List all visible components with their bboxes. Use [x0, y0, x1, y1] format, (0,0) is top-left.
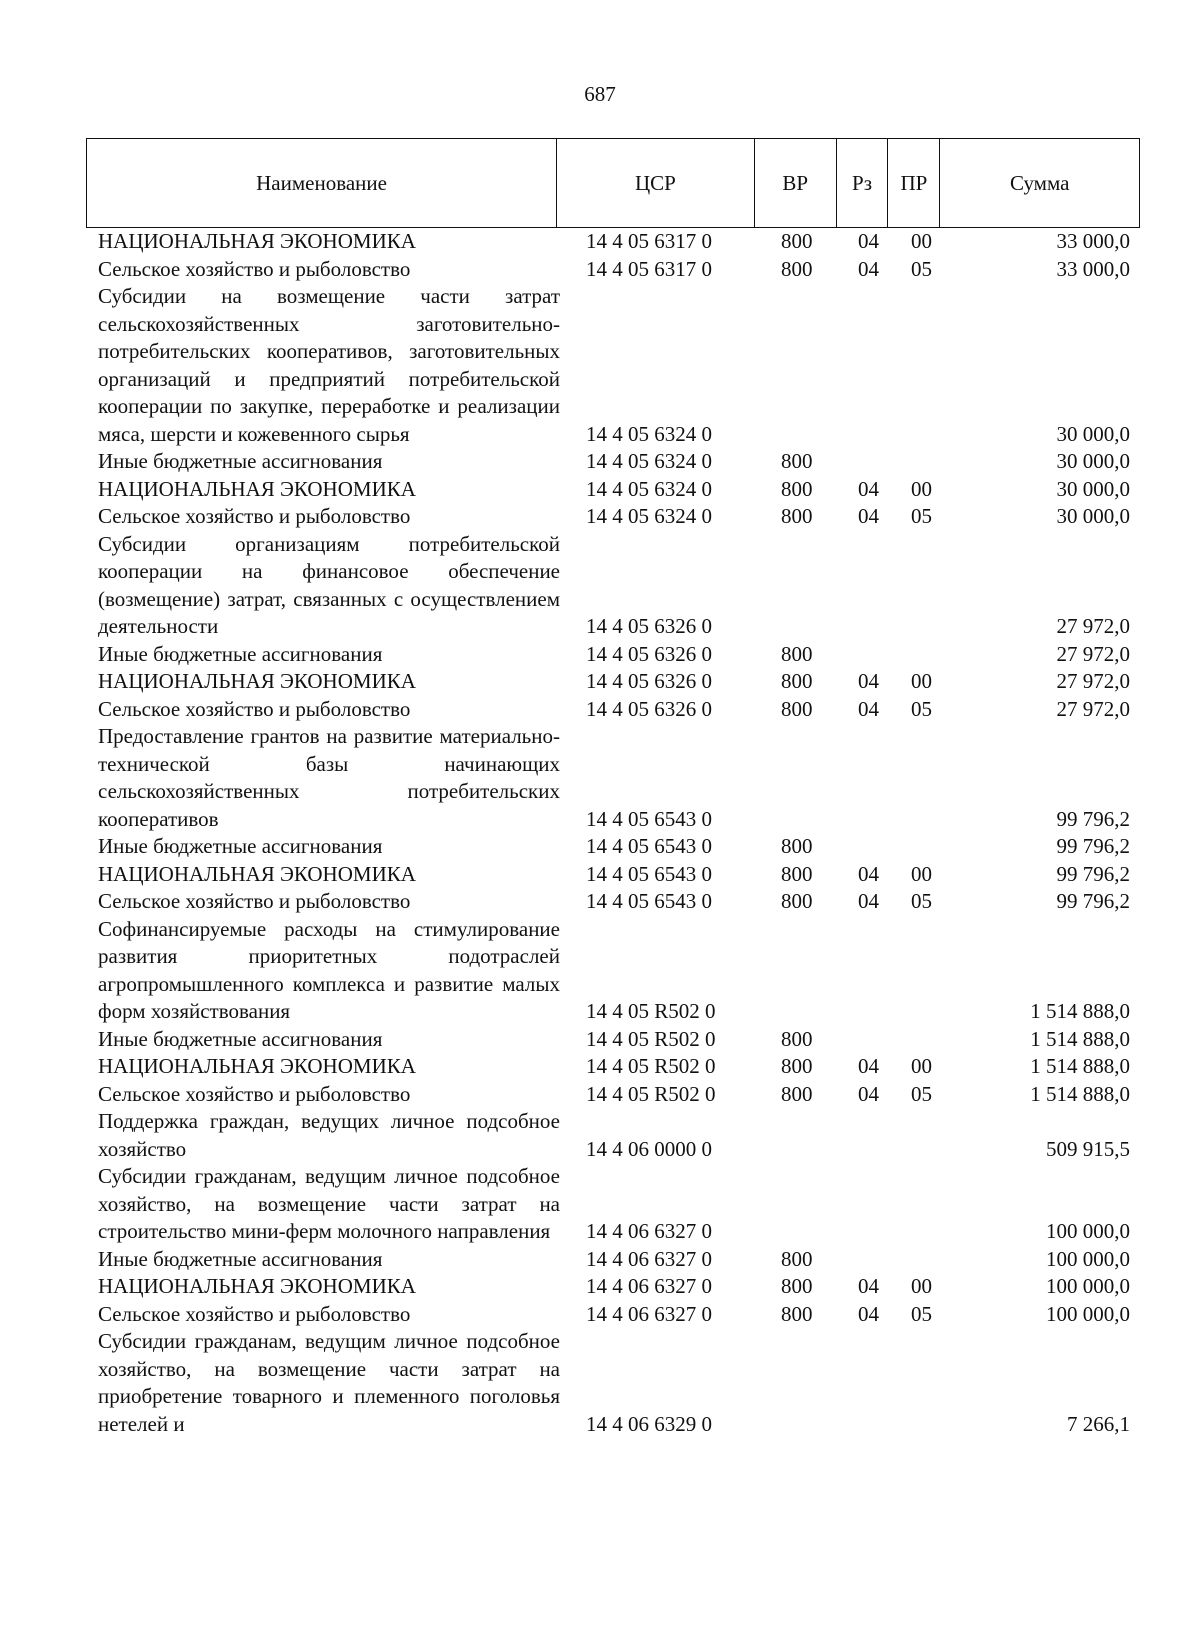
row-pr: 05 — [911, 504, 932, 528]
row-sum: 99 796,2 — [1056, 889, 1130, 913]
row-rz: 04 — [858, 696, 879, 721]
table-row — [86, 503, 1140, 531]
row-csr: 14 4 05 6317 0 — [586, 256, 712, 281]
table-row — [86, 1053, 1140, 1081]
row-vr: 800 — [781, 696, 813, 721]
table-row — [86, 723, 1140, 833]
header-rz: Рз — [837, 139, 889, 227]
row-name: Сельское хозяйство и рыболовство — [98, 1301, 411, 1326]
row-name: Иные бюджетные ассигнования — [98, 1026, 383, 1051]
table-row — [86, 1081, 1140, 1109]
row-csr: 14 4 06 0000 0 — [586, 1136, 712, 1161]
row-csr: 14 4 05 6324 0 — [586, 449, 712, 473]
table-row — [86, 833, 1140, 861]
row-sum: 1 514 888,0 — [1030, 1054, 1130, 1078]
row-name: НАЦИОНАЛЬНАЯ ЭКОНОМИКА — [98, 861, 416, 886]
row-csr: 14 4 05 6324 0 — [586, 421, 712, 446]
row-vr: 800 — [781, 256, 813, 281]
row-sum: 27 972,0 — [1056, 641, 1130, 666]
row-name: Иные бюджетные ассигнования — [98, 1246, 383, 1271]
row-name: НАЦИОНАЛЬНАЯ ЭКОНОМИКА — [98, 476, 416, 501]
row-name: Сельское хозяйство и рыболовство — [98, 504, 411, 528]
table-row — [86, 228, 1140, 256]
row-csr: 14 4 06 6327 0 — [586, 1274, 712, 1298]
table-row — [86, 1163, 1140, 1246]
row-name: НАЦИОНАЛЬНАЯ ЭКОНОМИКА — [98, 669, 416, 693]
row-pr: 00 — [911, 669, 932, 693]
row-name: НАЦИОНАЛЬНАЯ ЭКОНОМИКА — [98, 229, 416, 253]
row-vr: 800 — [781, 1081, 813, 1106]
row-sum: 27 972,0 — [1056, 696, 1130, 721]
table-row — [86, 916, 1140, 1026]
row-name: Сельское хозяйство и рыболовство — [98, 696, 411, 721]
row-csr: 14 4 05 R502 0 — [586, 1026, 716, 1051]
row-csr: 14 4 05 R502 0 — [586, 1054, 716, 1078]
row-rz: 04 — [858, 256, 879, 281]
row-vr: 800 — [781, 1246, 813, 1271]
row-vr: 800 — [781, 229, 813, 253]
row-sum: 30 000,0 — [1056, 504, 1130, 528]
row-pr: 00 — [911, 1274, 932, 1298]
row-name: Субсидии на возмещение части затрат сельскохозяйственных заготовительно-потребительских кооперативов, заготовительных организаций и предприятий потребительской кооперации по закупке, переработке и реализации мяса, шерсти и кожевенного сырья — [98, 284, 560, 446]
row-sum: 1 514 888,0 — [1030, 1026, 1130, 1051]
row-vr: 800 — [781, 1054, 813, 1078]
row-csr: 14 4 05 6543 0 — [586, 806, 712, 831]
row-sum: 99 796,2 — [1056, 834, 1130, 858]
page-number: 687 — [584, 82, 616, 106]
row-csr: 14 4 05 6326 0 — [586, 614, 712, 638]
header-sum: Сумма — [1009, 170, 1070, 195]
row-name: НАЦИОНАЛЬНАЯ ЭКОНОМИКА — [98, 1054, 416, 1078]
table-row — [86, 1301, 1140, 1329]
table-row — [86, 283, 1140, 448]
row-name: Субсидии гражданам, ведущим личное подсобное хозяйство, на возмещение части затрат на приобретение товарного и племенного поголовья нетелей и — [98, 1329, 560, 1436]
row-sum: 7 266,1 — [1067, 1411, 1130, 1436]
row-sum: 30 000,0 — [1056, 421, 1130, 446]
row-sum: 99 796,2 — [1056, 861, 1130, 886]
row-vr: 800 — [781, 641, 813, 666]
row-rz: 04 — [858, 889, 879, 913]
row-pr: 05 — [911, 696, 932, 721]
row-sum: 100 000,0 — [1046, 1246, 1130, 1271]
row-vr: 800 — [781, 1026, 813, 1051]
header-name: Наименование — [87, 139, 557, 227]
header-csr: ЦСР — [557, 139, 755, 227]
row-vr: 800 — [781, 449, 813, 473]
table-row — [86, 1026, 1140, 1054]
table-row — [86, 1246, 1140, 1274]
table-row — [86, 476, 1140, 504]
row-csr: 14 4 05 6326 0 — [586, 641, 712, 666]
table-row — [86, 1273, 1140, 1301]
row-sum: 30 000,0 — [1056, 476, 1130, 501]
row-vr: 800 — [781, 889, 813, 913]
row-sum: 100 000,0 — [1046, 1274, 1130, 1298]
row-sum: 509 915,5 — [1046, 1136, 1130, 1161]
row-pr: 05 — [911, 256, 932, 281]
row-vr: 800 — [781, 861, 813, 886]
table-row — [86, 641, 1140, 669]
row-pr: 00 — [911, 1054, 932, 1078]
row-rz: 04 — [858, 1054, 879, 1078]
row-rz: 04 — [858, 1081, 879, 1106]
row-vr: 800 — [781, 1301, 813, 1326]
row-csr: 14 4 05 6317 0 — [586, 229, 712, 253]
row-csr: 14 4 06 6327 0 — [586, 1219, 712, 1243]
table-row — [86, 861, 1140, 889]
row-csr: 14 4 05 R502 0 — [586, 1081, 716, 1106]
table-row — [86, 668, 1140, 696]
row-csr: 14 4 05 6543 0 — [586, 861, 712, 886]
row-rz: 04 — [858, 229, 879, 253]
row-name: НАЦИОНАЛЬНАЯ ЭКОНОМИКА — [98, 1274, 416, 1298]
table-row — [86, 531, 1140, 641]
table-row — [86, 256, 1140, 284]
row-sum: 33 000,0 — [1056, 229, 1130, 253]
row-pr: 00 — [911, 861, 932, 886]
row-vr: 800 — [781, 834, 813, 858]
header-vr: ВР — [755, 139, 837, 227]
row-rz: 04 — [858, 1301, 879, 1326]
row-csr: 14 4 05 6543 0 — [586, 834, 712, 858]
row-name: Иные бюджетные ассигнования — [98, 641, 383, 666]
row-csr: 14 4 06 6329 0 — [586, 1411, 712, 1436]
row-pr: 05 — [911, 1081, 932, 1106]
row-rz: 04 — [858, 504, 879, 528]
row-sum: 27 972,0 — [1056, 669, 1130, 693]
row-vr: 800 — [781, 669, 813, 693]
row-csr: 14 4 06 6327 0 — [586, 1301, 712, 1326]
row-csr: 14 4 05 6324 0 — [586, 476, 712, 501]
row-sum: 27 972,0 — [1056, 614, 1130, 638]
row-sum: 100 000,0 — [1046, 1301, 1130, 1326]
row-pr: 05 — [911, 1301, 932, 1326]
row-name: Иные бюджетные ассигнования — [98, 834, 383, 858]
row-pr: 00 — [911, 229, 932, 253]
row-csr: 14 4 06 6327 0 — [586, 1246, 712, 1271]
row-pr: 05 — [911, 889, 932, 913]
row-sum: 1 514 888,0 — [1030, 999, 1130, 1023]
row-name: Иные бюджетные ассигнования — [98, 449, 383, 473]
row-sum: 30 000,0 — [1056, 449, 1130, 473]
header-pr: ПР — [888, 139, 940, 227]
row-pr: 00 — [911, 476, 932, 501]
row-name: Софинансируемые расходы на стимулирование развития приоритетных подотраслей агропромышленного комплекса и развитие малых форм хозяйствования — [98, 916, 560, 1023]
row-csr: 14 4 05 6543 0 — [586, 889, 712, 913]
row-name: Субсидии гражданам, ведущим личное подсобное хозяйство, на возмещение части затрат на строительство мини-ферм молочного направления — [98, 1164, 560, 1243]
row-name: Поддержка граждан, ведущих личное подсобное хозяйство — [98, 1109, 560, 1161]
row-vr: 800 — [781, 1274, 813, 1298]
row-name: Сельское хозяйство и рыболовство — [98, 1081, 411, 1106]
table-row — [86, 448, 1140, 476]
table-row — [86, 888, 1140, 916]
row-csr: 14 4 05 R502 0 — [586, 999, 716, 1023]
row-name: Сельское хозяйство и рыболовство — [98, 889, 411, 913]
row-sum: 33 000,0 — [1056, 256, 1130, 281]
row-sum: 1 514 888,0 — [1030, 1081, 1130, 1106]
row-vr: 800 — [781, 476, 813, 501]
row-rz: 04 — [858, 476, 879, 501]
table-body — [86, 228, 1140, 1438]
row-csr: 14 4 05 6326 0 — [586, 669, 712, 693]
row-name: Предоставление грантов на развитие материально-технической базы начинающих сельскохозяйственных потребительских кооперативов — [98, 724, 560, 831]
row-rz: 04 — [858, 1274, 879, 1298]
table-row — [86, 696, 1140, 724]
table-header — [86, 138, 1140, 228]
row-rz: 04 — [858, 861, 879, 886]
row-vr: 800 — [781, 504, 813, 528]
row-name: Субсидии организациям потребительской кооперации на финансовое обеспечение (возмещение) затрат, связанных с осуществлением деятельности — [98, 531, 560, 638]
table-row — [86, 1328, 1140, 1438]
table-row — [86, 1108, 1140, 1163]
row-rz: 04 — [858, 669, 879, 693]
row-sum: 99 796,2 — [1056, 806, 1130, 831]
row-csr: 14 4 05 6326 0 — [586, 696, 712, 721]
row-sum: 100 000,0 — [1046, 1219, 1130, 1243]
row-name: Сельское хозяйство и рыболовство — [98, 256, 411, 281]
row-csr: 14 4 05 6324 0 — [586, 504, 712, 528]
